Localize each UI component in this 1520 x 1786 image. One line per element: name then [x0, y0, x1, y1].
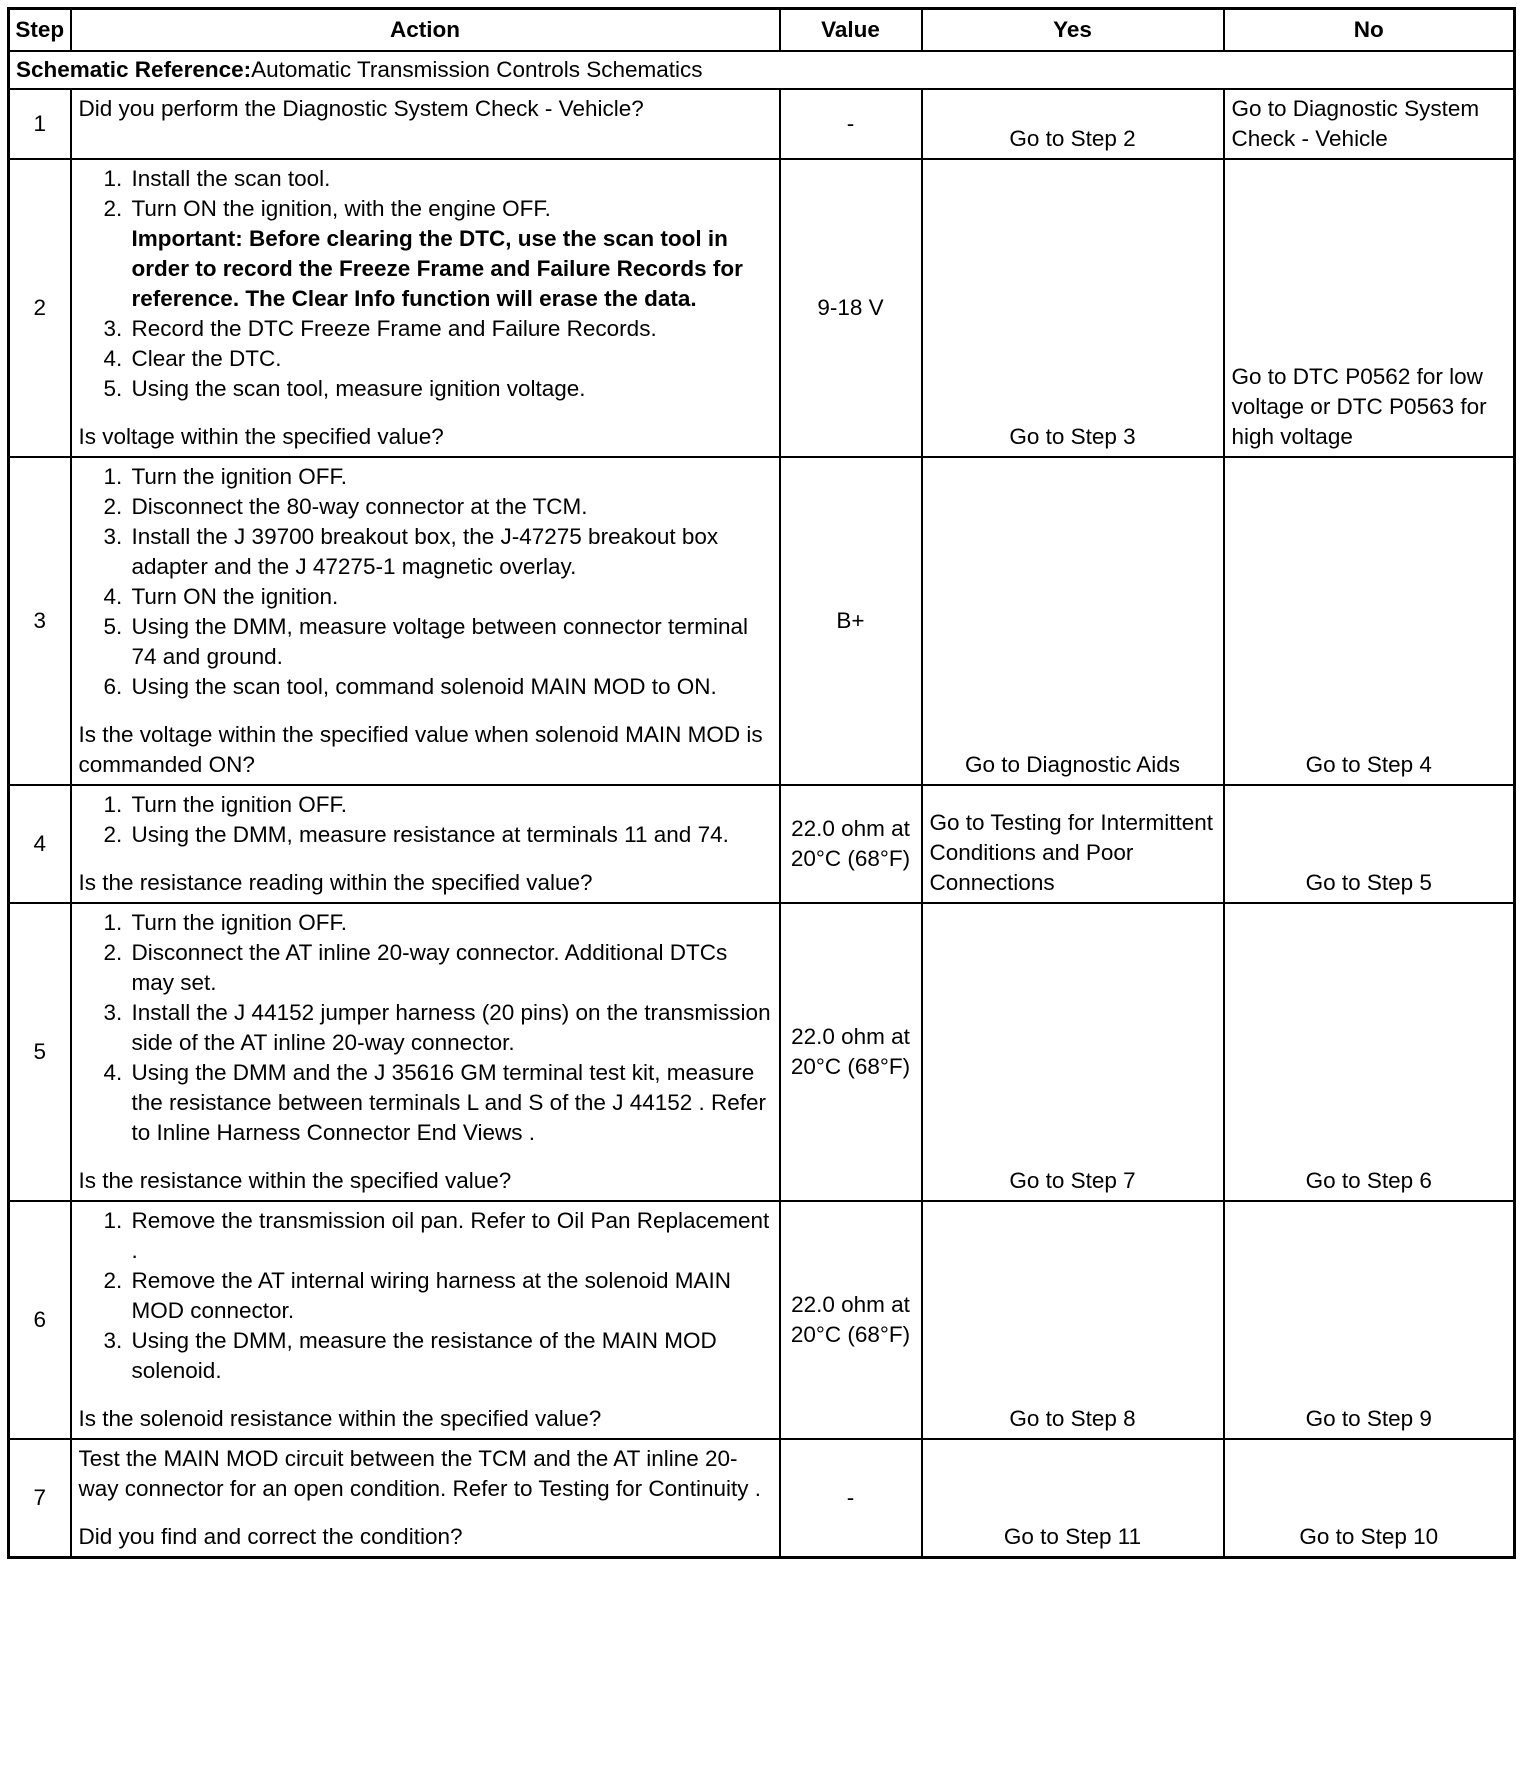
action-item: 3. Install the J 39700 breakout box, the J-47275 breakout box adapter and the J 47275-1 magnetic overlay. [129, 522, 772, 582]
action-item: 2. Disconnect the AT inline 20-way connector. Additional DTCs may set. [129, 938, 772, 998]
value-cell: 22.0 ohm at 20°C (68°F) [780, 903, 922, 1201]
step-number: 5 [9, 903, 71, 1201]
step-number: 1 [9, 89, 71, 159]
action-cell [71, 1201, 780, 1439]
value-cell: - [780, 1439, 922, 1558]
step-number: 7 [9, 1439, 71, 1558]
question-text: Is voltage within the specified value? [78, 424, 444, 449]
question-text: Is the resistance reading within the specified value? [78, 870, 593, 895]
table-row [9, 457, 1515, 785]
table-row [9, 159, 1515, 457]
no-link[interactable]: Go to Step 6 [1224, 903, 1515, 1201]
value-cell: - [780, 89, 922, 159]
value-cell: B+ [780, 457, 922, 785]
yes-link[interactable]: Go to Step 11 [922, 1439, 1224, 1558]
header-value: Value [780, 9, 922, 52]
action-item: 4. Using the DMM and the J 35616 GM terminal test kit, measure the resistance between terminals L and S of the J 44152 . Refer to Inline Harness Connector End Views . [129, 1058, 772, 1148]
schematic-link[interactable]: Automatic Transmission Controls Schematics [251, 57, 703, 82]
no-link[interactable]: Go to Step 4 [1224, 457, 1515, 785]
action-item: 2. Remove the AT internal wiring harness at the solenoid MAIN MOD connector. [129, 1266, 772, 1326]
no-link[interactable]: Go to Diagnostic System Check - Vehicle [1224, 89, 1515, 159]
no-link[interactable]: Go to DTC P0562 for low voltage or DTC P0563 for high voltage [1224, 159, 1515, 457]
action-item: 2. Disconnect the 80-way connector at the TCM. [129, 492, 772, 522]
diagnostic-table [7, 7, 1516, 1559]
header-yes: Yes [922, 9, 1224, 52]
header-no: No [1224, 9, 1515, 52]
schematic-reference [9, 51, 1515, 89]
schematic-label: Schematic Reference: [16, 57, 252, 82]
action-item: 1. Remove the transmission oil pan. Refer to Oil Pan Replacement . [129, 1206, 772, 1266]
value-cell: 22.0 ohm at 20°C (68°F) [780, 1201, 922, 1439]
yes-link[interactable]: Go to Diagnostic Aids [922, 457, 1224, 785]
action-item: 1. Turn the ignition OFF. [129, 462, 772, 492]
yes-link[interactable]: Go to Step 8 [922, 1201, 1224, 1439]
action-item: 6. Using the scan tool, command solenoid MAIN MOD to ON. [129, 672, 772, 702]
table-row [9, 89, 1515, 159]
table-row [9, 1439, 1515, 1558]
action-item: 5. Using the DMM, measure voltage between connector terminal 74 and ground. [129, 612, 772, 672]
action-cell [71, 903, 780, 1201]
action-cell [71, 785, 780, 903]
action-cell [71, 159, 780, 457]
question-text: Is the voltage within the specified value when solenoid MAIN MOD is commanded ON? [78, 722, 763, 777]
no-link[interactable]: Go to Step 9 [1224, 1201, 1515, 1439]
no-link[interactable]: Go to Step 5 [1224, 785, 1515, 903]
action-text: Did you perform the Diagnostic System Check - Vehicle? [71, 89, 780, 159]
question-text: Is the resistance within the specified value? [78, 1168, 512, 1193]
value-cell: 22.0 ohm at 20°C (68°F) [780, 785, 922, 903]
action-item: 3. Using the DMM, measure the resistance of the MAIN MOD solenoid. [129, 1326, 772, 1386]
yes-link[interactable]: Go to Step 2 [922, 89, 1224, 159]
yes-link[interactable]: Go to Step 3 [922, 159, 1224, 457]
yes-link[interactable]: Go to Testing for Intermittent Conditions and Poor Connections [922, 785, 1224, 903]
action-item: 3. Record the DTC Freeze Frame and Failure Records. [129, 314, 772, 344]
value-cell: 9-18 V [780, 159, 922, 457]
step-number: 3 [9, 457, 71, 785]
table-row [9, 1201, 1515, 1439]
no-link[interactable]: Go to Step 10 [1224, 1439, 1515, 1558]
step-number: 6 [9, 1201, 71, 1439]
important-note: Important: Before clearing the DTC, use the scan tool in order to record the Freeze Frame and Failure Records for reference. The Clear Info function will erase the data. [131, 226, 743, 311]
action-item: 5. Using the scan tool, measure ignition voltage. [129, 374, 772, 404]
yes-link[interactable]: Go to Step 7 [922, 903, 1224, 1201]
action-cell [71, 457, 780, 785]
schematic-row [9, 51, 1515, 89]
step-number: 4 [9, 785, 71, 903]
question-text: Did you find and correct the condition? [78, 1524, 463, 1549]
action-item: 1. Install the scan tool. [129, 164, 772, 194]
action-item: 3. Install the J 44152 jumper harness (20 pins) on the transmission side of the AT inline 20-way connector. [129, 998, 772, 1058]
action-item: 4. Clear the DTC. [129, 344, 772, 374]
step-number: 2 [9, 159, 71, 457]
action-item: 1. Turn the ignition OFF. [129, 790, 772, 820]
action-item: 1. Turn the ignition OFF. [129, 908, 772, 938]
table-row [9, 903, 1515, 1201]
question-text: Is the solenoid resistance within the specified value? [78, 1406, 602, 1431]
header-row [9, 9, 1515, 52]
header-step: Step [9, 9, 71, 52]
action-item: 2. Turn ON the ignition, with the engine OFF. Important: Before clearing the DTC, use the scan tool in order to record the Freeze Frame and Failure Records for reference. The Clear Info function will erase the data. [129, 194, 772, 314]
action-item: 2. Using the DMM, measure resistance at terminals 11 and 74. [129, 820, 772, 850]
action-item: 4. Turn ON the ignition. [129, 582, 772, 612]
table-row [9, 785, 1515, 903]
action-cell [71, 1439, 780, 1558]
header-action: Action [71, 9, 780, 52]
action-text: Test the MAIN MOD circuit between the TCM and the AT inline 20-way connector for an open condition. Refer to Testing for Continuity . [78, 1446, 761, 1501]
